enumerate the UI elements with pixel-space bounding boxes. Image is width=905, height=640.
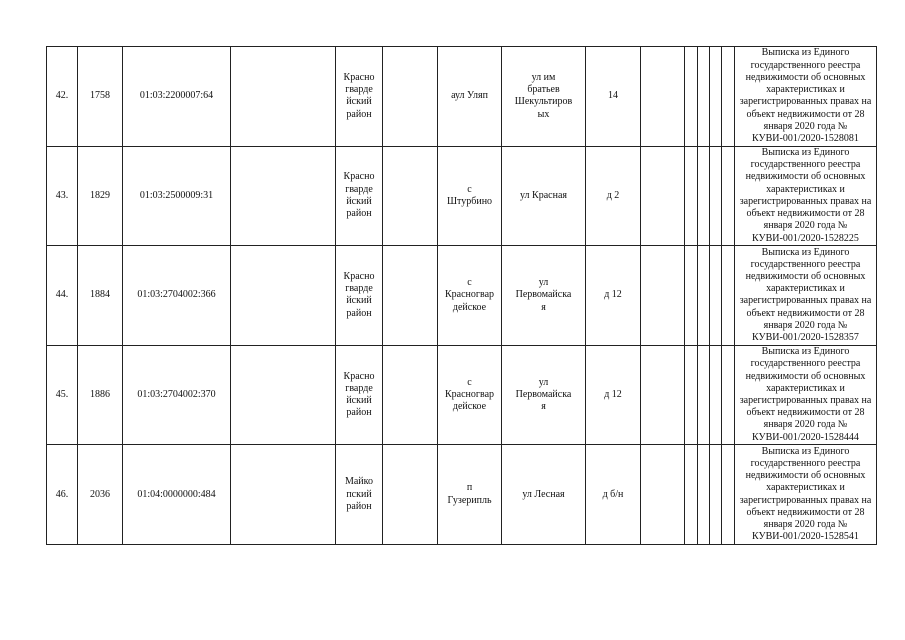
cadastral-number-cell: 01:04:0000000:484 [123,445,231,545]
settlement-cell: п Гузерипль [438,445,502,545]
district-cell: Красно гварде йский район [336,246,383,346]
house-number-cell: 14 [586,47,641,147]
cadastral-number-cell: 01:03:2500009:31 [123,146,231,246]
empty-cell [383,246,438,346]
table-row [47,345,877,445]
object-id-cell: 1886 [78,345,123,445]
empty-cell [698,345,710,445]
empty-cell [383,146,438,246]
egrn-extract-cell: Выписка из Единого государственного реестра недвижимости об основных характеристиках и зарегистрированных правах на объект недвижимости от 28 января 2020 года № КУВИ-001/2020-1528444 [735,345,877,445]
empty-cell [231,246,336,346]
empty-cell [685,146,698,246]
row-number-cell: 44. [47,246,78,346]
empty-cell [685,445,698,545]
egrn-extract-cell: Выписка из Единого государственного реестра недвижимости об основных характеристиках и зарегистрированных правах на объект недвижимости от 28 января 2020 года № КУВИ-001/2020-1528541 [735,445,877,545]
cadastral-number-cell: 01:03:2200007:64 [123,47,231,147]
object-id-cell: 1829 [78,146,123,246]
empty-cell [710,47,722,147]
empty-cell [641,146,685,246]
egrn-extract-cell: Выписка из Единого государственного реестра недвижимости об основных характеристиках и зарегистрированных правах на объект недвижимости от 28 января 2020 года № КУВИ-001/2020-1528225 [735,146,877,246]
house-number-cell: д 2 [586,146,641,246]
egrn-extract-cell: Выписка из Единого государственного реестра недвижимости об основных характеристиках и зарегистрированных правах на объект недвижимости от 28 января 2020 года № КУВИ-001/2020-1528081 [735,47,877,147]
empty-cell [641,445,685,545]
house-number-cell: д б/н [586,445,641,545]
settlement-cell: с Красногвар дейское [438,246,502,346]
district-cell: Красно гварде йский район [336,146,383,246]
empty-cell [698,445,710,545]
empty-cell [722,146,735,246]
house-number-cell: д 12 [586,246,641,346]
empty-cell [231,146,336,246]
row-number-cell: 42. [47,47,78,147]
cadastral-number-cell: 01:03:2704002:366 [123,246,231,346]
empty-cell [722,445,735,545]
property-registry-table [46,46,877,545]
table-row [47,47,877,147]
street-cell: ул Первомайска я [502,246,586,346]
settlement-cell: с Красногвар дейское [438,345,502,445]
row-number-cell: 45. [47,345,78,445]
cadastral-number-cell: 01:03:2704002:370 [123,345,231,445]
egrn-extract-cell: Выписка из Единого государственного реестра недвижимости об основных характеристиках и зарегистрированных правах на объект недвижимости от 28 января 2020 года № КУВИ-001/2020-1528357 [735,246,877,346]
empty-cell [685,246,698,346]
empty-cell [231,445,336,545]
settlement-cell: с Штурбино [438,146,502,246]
house-number-cell: д 12 [586,345,641,445]
object-id-cell: 1884 [78,246,123,346]
table-row [47,445,877,545]
empty-cell [710,146,722,246]
street-cell: ул Красная [502,146,586,246]
table-row [47,146,877,246]
empty-cell [685,47,698,147]
district-cell: Красно гварде йский район [336,345,383,445]
district-cell: Красно гварде йский район [336,47,383,147]
empty-cell [698,146,710,246]
empty-cell [698,47,710,147]
empty-cell [722,47,735,147]
street-cell: ул Лесная [502,445,586,545]
empty-cell [685,345,698,445]
empty-cell [383,445,438,545]
row-number-cell: 43. [47,146,78,246]
empty-cell [231,345,336,445]
settlement-cell: аул Уляп [438,47,502,147]
empty-cell [383,345,438,445]
empty-cell [710,445,722,545]
object-id-cell: 2036 [78,445,123,545]
object-id-cell: 1758 [78,47,123,147]
empty-cell [710,345,722,445]
district-cell: Майко пский район [336,445,383,545]
empty-cell [383,47,438,147]
street-cell: ул Первомайска я [502,345,586,445]
row-number-cell: 46. [47,445,78,545]
empty-cell [698,246,710,346]
empty-cell [641,345,685,445]
street-cell: ул им братьев Шекультиров ых [502,47,586,147]
empty-cell [641,246,685,346]
empty-cell [722,246,735,346]
table-row [47,246,877,346]
empty-cell [710,246,722,346]
empty-cell [722,345,735,445]
empty-cell [231,47,336,147]
registry-body [47,47,877,545]
empty-cell [641,47,685,147]
